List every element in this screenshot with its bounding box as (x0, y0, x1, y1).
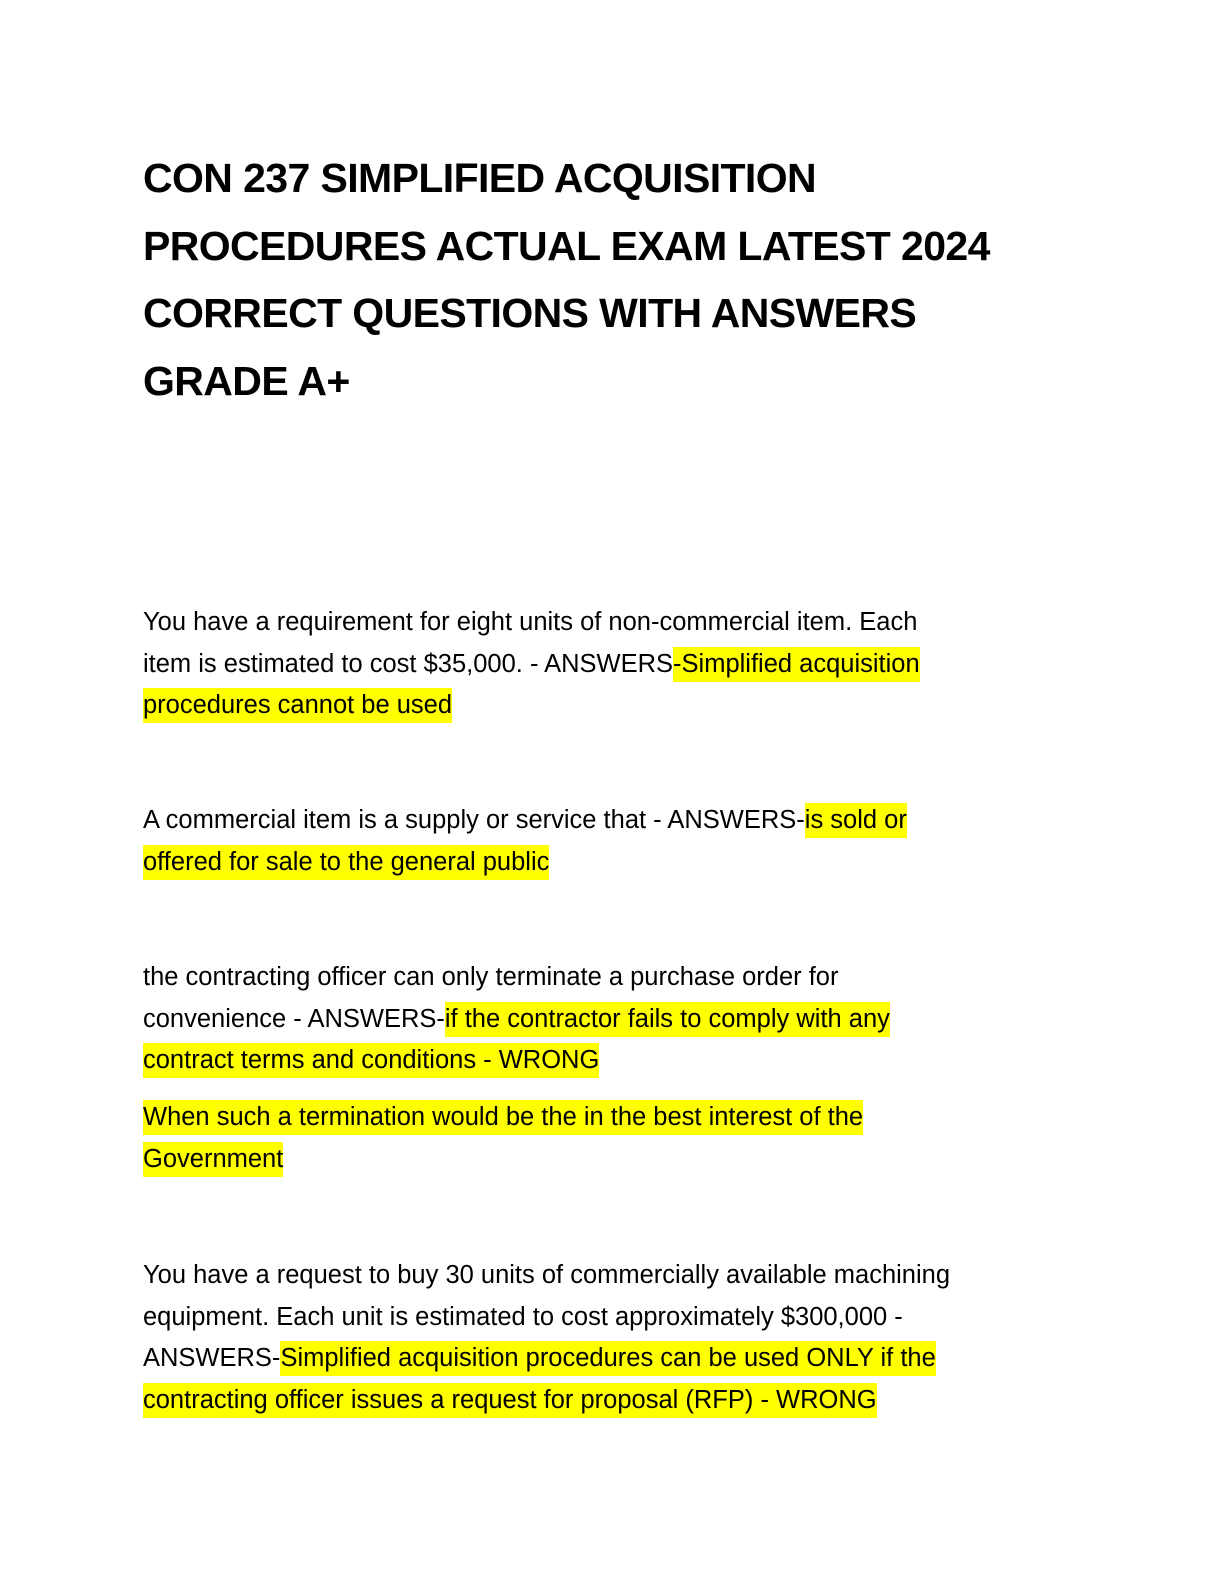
title-line: GRADE A+ (143, 357, 350, 404)
highlighted-answer: contract terms and conditions - WRONG (143, 1043, 599, 1078)
question-text: the contracting officer can only terminate a purchase order for (143, 963, 839, 991)
question-answer-4 (143, 1255, 1103, 1421)
question-text: A commercial item is a supply or service that - ANSWERS- (143, 806, 805, 834)
question-answer-2 (143, 800, 1103, 883)
question-3-correct-answer (143, 1097, 1103, 1180)
question-text: ANSWERS- (143, 1344, 281, 1372)
highlighted-answer: offered for sale to the general public (143, 845, 549, 880)
answer-line (143, 1097, 1103, 1139)
highlighted-answer: -Simplified acquisition (673, 647, 920, 682)
highlighted-answer: Simplified acquisition procedures can be used ONLY if the (280, 1341, 935, 1376)
question-line (143, 1338, 1103, 1380)
document-title (143, 145, 1103, 415)
highlighted-answer: Government (143, 1142, 283, 1177)
highlighted-answer: contracting officer issues a request for proposal (RFP) - WRONG (143, 1383, 877, 1418)
highlighted-answer: When such a termination would be the in the best interest of the (143, 1100, 863, 1135)
question-text: convenience - ANSWERS- (143, 1004, 445, 1033)
question-answer-1 (143, 602, 1103, 727)
question-text: You have a request to buy 30 units of commercially available machining (143, 1261, 951, 1289)
title-line: CON 237 SIMPLIFIED ACQUISITION (143, 155, 817, 201)
answer-line (143, 1139, 1103, 1181)
title-line: CORRECT QUESTIONS WITH ANSWERS (143, 290, 917, 336)
question-line (143, 644, 1103, 686)
answer-line (143, 685, 1103, 727)
highlighted-answer: if the contractor fails to comply with any (445, 1002, 890, 1037)
highlighted-answer: procedures cannot be used (143, 688, 452, 723)
answer-line (143, 1380, 1103, 1422)
answer-line (143, 842, 1103, 884)
question-line (143, 602, 1103, 644)
question-line (143, 957, 1103, 999)
question-text: item is estimated to cost $35,000. - ANSWERS (143, 649, 674, 678)
title-line: PROCEDURES ACTUAL EXAM LATEST 2024 (143, 222, 990, 269)
question-text: equipment. Each unit is estimated to cost approximately $300,000 - (143, 1302, 903, 1331)
question-line (143, 1255, 1103, 1297)
highlighted-answer: is sold or (805, 803, 907, 838)
question-answer-3 (143, 957, 1103, 1082)
question-line (143, 800, 1103, 842)
question-line (143, 999, 1103, 1041)
question-line (143, 1297, 1103, 1339)
question-text: You have a requirement for eight units of non-commercial item. Each (143, 608, 918, 636)
answer-line (143, 1040, 1103, 1082)
